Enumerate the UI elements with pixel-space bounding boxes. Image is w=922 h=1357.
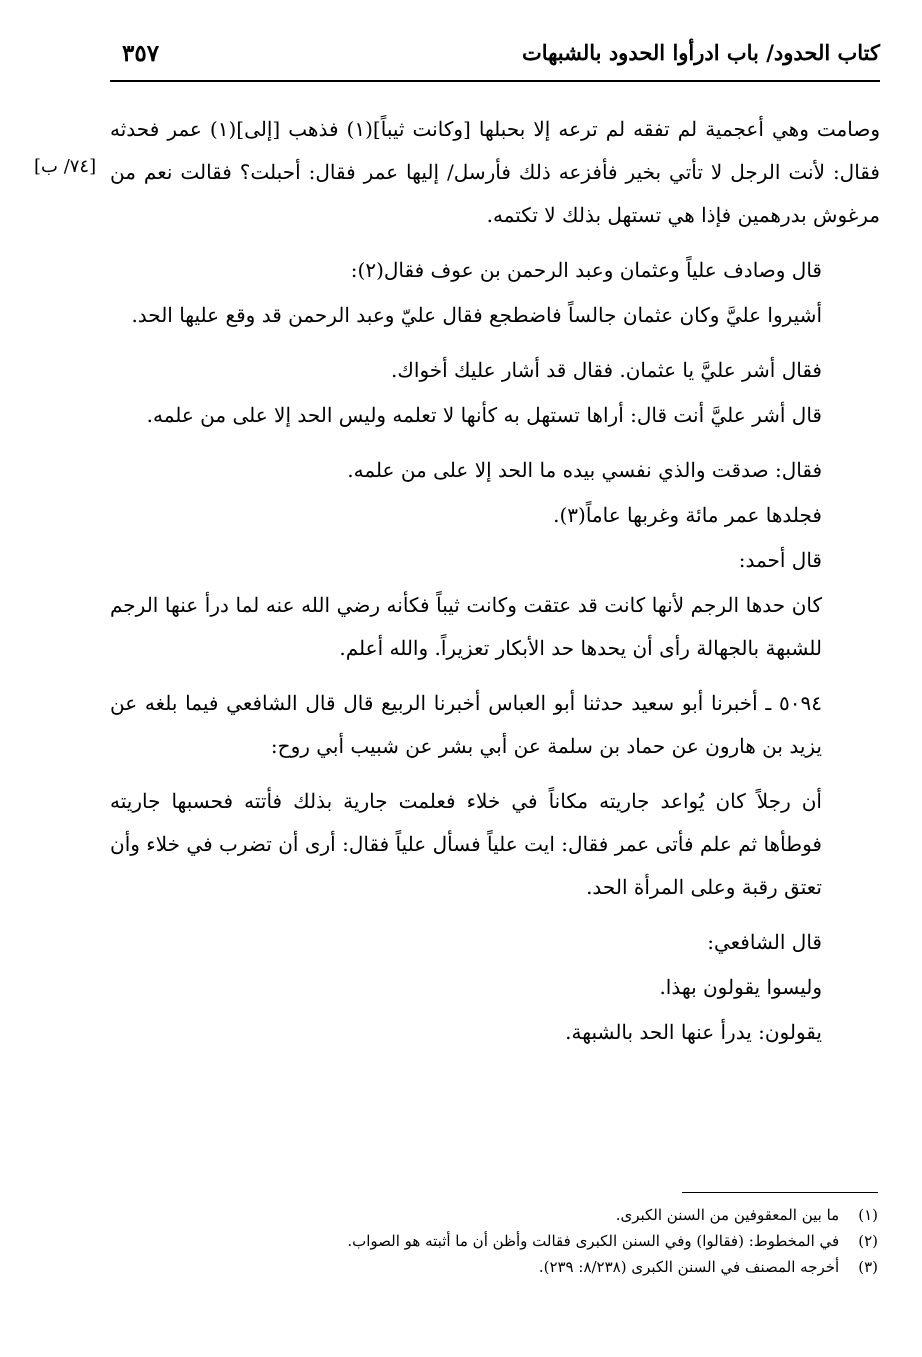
paragraph-2: قال وصادف علياً وعثمان وعبد الرحمن بن عوف فقال(٢): [350,258,822,282]
footnote-number: (٢) [858,1232,878,1250]
paragraph-11: أن رجلاً كان يُواعد جاريته مكاناً في خلاء فعلمت جارية بذلك فأتته فحسبها جاريته فوطأها ثم علم فأتى عمر فقال: ايت علياً فسأل علياً فقال: أرى أن تضرب في خلاء وأن تعتق رقبة وعلى المرأة الحد. [110,789,822,899]
paragraph-13: وليسوا يقولون بهذا. [659,975,822,999]
footnote-divider [682,1192,878,1193]
page-number: ٣٥٧ [122,40,160,67]
footnotes [110,1202,878,1280]
paragraph-12: قال الشافعي: [707,930,822,954]
paragraph-5: قال أشر عليَّ أنت قال: أراها تستهل به كأنها لا تعلمه وليس الحد إلا على من علمه. [146,403,822,427]
footnote-text: في المخطوط: (فقالوا) وفي السنن الكبرى فقالت وأظن أن ما أثبته هو الصواب. [347,1232,840,1250]
footnote-3 [110,1254,878,1280]
paragraph-9: كان حدها الرجم لأنها كانت قد عتقت وكانت ثيباً فكأنه رضي الله عنه لما درأ عنها الرجم للشبهة بالجهالة رأى أن يحدها حد الأبكار تعزيراً. والله أعلم. [110,593,822,660]
paragraph-14: يقولون: يدرأ عنها الحد بالشبهة. [565,1020,822,1044]
paragraph-1: وصامت وهي أعجمية لم تفقه لم ترعه إلا بحبلها [وكانت ثيباً](١) فذهب [إلى](١) عمر فحدثه فقال: لأنت الرجل لا تأتي بخير فأفزعه ذلك فأرسل/ إليها عمر فقال: أحبلت؟ فقالت نعم من مرغوش بدرهمين فإذا هي تستهل بذلك لا تكتمه. [110,117,881,227]
paragraph-6: فقال: صدقت والذي نفسي بيده ما الحد إلا على من علمه. [347,458,822,482]
paragraph-8: قال أحمد: [738,548,822,572]
footnote-number: (١) [858,1206,878,1224]
paragraph-3: أشيروا عليَّ وكان عثمان جالساً فاضطجع فقال عليّ وعبد الرحمن قد وقع عليها الحد. [131,303,822,327]
main-text [110,108,880,1056]
header-divider [110,80,880,82]
footnote-text: أخرجه المصنف في السنن الكبرى (٨/٢٣٨: ٢٣٩). [538,1258,840,1276]
footnote-1 [110,1202,878,1228]
footnote-number: (٣) [858,1258,878,1276]
paragraph-10: ٥٠٩٤ ـ أخبرنا أبو سعيد حدثنا أبو العباس أخبرنا الربيع قال قال الشافعي فيما بلغه عن يزيد بن هارون عن حماد بن سلمة عن أبي بشر عن شبيب أبي روح: [110,691,822,758]
chapter-title: كتاب الحدود/ باب ادرأوا الحدود بالشبهات [521,40,880,65]
paragraph-7: فجلدها عمر مائة وغربها عاماً(٣). [553,503,822,527]
paragraph-4: فقال أشر عليَّ يا عثمان. فقال قد أشار عليك أخواك. [391,358,822,382]
manuscript-folio-marker: [٧٤/ ب] [34,156,97,177]
running-header [110,36,880,84]
footnote-text: ما بين المعقوفين من السنن الكبرى. [615,1206,840,1224]
footnote-2 [110,1228,878,1254]
